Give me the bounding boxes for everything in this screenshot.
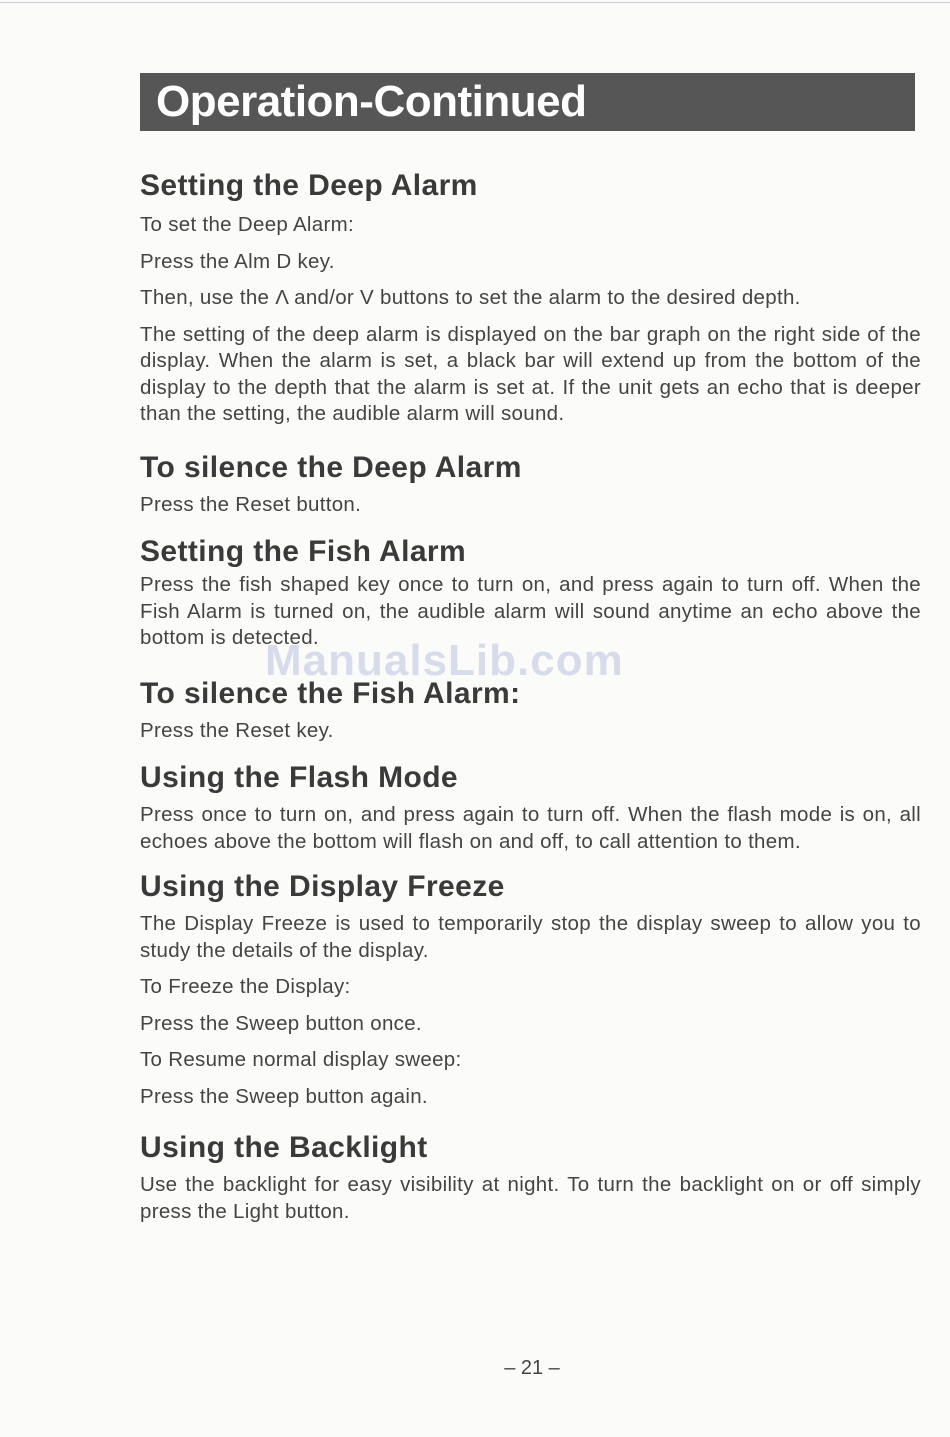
paragraph: Press the Sweep button once. [140, 1011, 422, 1035]
section-heading: Setting the Deep Alarm [140, 169, 478, 202]
section-display-freeze [140, 867, 921, 1110]
page-number: – 21 – [504, 1357, 560, 1379]
section-fish-alarm [140, 532, 921, 652]
paragraph: Press the fish shaped key once to turn on, and press again to turn off. When the Fish Alarm is turned on, the audible alarm will sound anytime an echo above the bottom is detected. [140, 573, 921, 649]
section-heading: Setting the Fish Alarm [140, 535, 467, 568]
banner-title: Operation-Continued [156, 77, 587, 126]
section-deep-alarm [140, 166, 921, 428]
paragraph: The setting of the deep alarm is displayed on the bar graph on the right side of the display. When the alarm is set, a black bar will extend up from the bottom of the display to the depth that the alarm is set at. If the unit gets an echo that is deeper than the setting, the audible alarm will sound. [140, 322, 921, 425]
paragraph: Use the backlight for easy visibility at night. To turn the backlight on or off simply press the Light button. [140, 1173, 921, 1223]
section-heading: Using the Flash Mode [140, 761, 459, 794]
section-silence-fish-alarm [140, 674, 921, 745]
paragraph: Press once to turn on, and press again to turn off. When the flash mode is on, all echoes above the bottom will flash on and off, to call attention to them. [140, 803, 921, 853]
manual-content [140, 166, 921, 1235]
paragraph: Press the Reset key. [140, 718, 334, 742]
section-heading: To silence the Fish Alarm: [140, 676, 521, 710]
watermark: ManualsLib.com [265, 636, 624, 685]
section-heading: Using the Backlight [140, 1131, 428, 1164]
paragraph: Press the Alm D key. [140, 249, 335, 273]
paragraph: To Freeze the Display: [140, 975, 351, 998]
section-silence-deep-alarm [140, 448, 921, 519]
paragraph: Press the Sweep button again. [140, 1084, 428, 1108]
paragraph: To set the Deep Alarm: [140, 213, 354, 236]
page-banner [140, 73, 915, 131]
section-flash-mode [140, 758, 921, 855]
paragraph: Then, use the Λ and/or V buttons to set the alarm to the desired depth. [140, 286, 801, 309]
paragraph: Press the Reset button. [140, 492, 362, 516]
paragraph: To Resume normal display sweep: [140, 1048, 462, 1071]
section-heading: To silence the Deep Alarm [140, 450, 522, 484]
section-backlight [140, 1128, 921, 1225]
section-heading: Using the Display Freeze [140, 870, 505, 903]
paragraph: The Display Freeze is used to temporarily stop the display sweep to allow you to study the details of the display. [140, 912, 921, 962]
scan-edge-line [0, 2, 950, 3]
